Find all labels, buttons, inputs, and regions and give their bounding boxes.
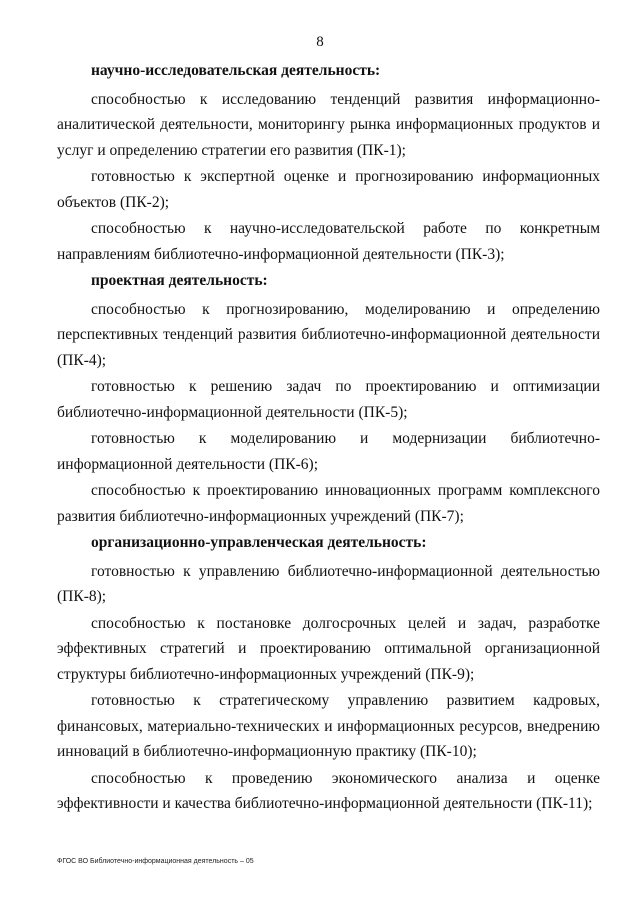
section-heading-management: организационно-управленческая деятельность:	[91, 534, 427, 551]
section-heading-research: научно-исследовательская деятельность:	[91, 62, 381, 79]
competency-item: готовностью к стратегическому управлению развитием кадровых, финансовых, материально-технических и информационных ресурсов, внедрению инноваций в библиотечно-информационную практику (ПК-10);	[57, 692, 600, 760]
page-number: 8	[316, 34, 324, 50]
competency-item: готовностью к решению задач по проектированию и оптимизации библиотечно-информационной деятельности (ПК-5);	[57, 378, 600, 421]
competency-item: способностью к исследованию тенденций развития информационно-аналитической деятельности, мониторингу рынка информационных продуктов и услуг и определению стратегии его развития (ПК-1);	[57, 90, 600, 159]
competency-item: способностью к постановке долгосрочных целей и задач, разработке эффективных стратегий и проектированию оптимальной организационной структуры библиотечно-информационных учреждений (ПК-9);	[57, 614, 600, 683]
competency-item: готовностью к управлению библиотечно-информационной деятельностью (ПК-8);	[57, 562, 600, 605]
page-content	[57, 58, 600, 818]
competency-item: способностью к научно-исследовательской работе по конкретным направлениям библиотечно-информационной деятельности (ПК-3);	[57, 220, 600, 263]
section-heading-project: проектная деятельность:	[91, 272, 268, 289]
competency-item: способностью к прогнозированию, моделированию и определению перспективных тенденций развития библиотечно-информационной деятельности (ПК-4);	[57, 300, 600, 369]
competency-item: способностью к проектированию инновационных программ комплексного развития библиотечно-информационных учреждений (ПК-7);	[57, 482, 600, 525]
competency-item: готовностью к моделированию и модернизации библиотечно-информационной деятельности (ПК-6);	[57, 430, 600, 473]
page-footer: ФГОС ВО Библиотечно-информационная деятельность – 05	[57, 858, 254, 865]
competency-item: способностью к проведению экономического анализа и оценке эффективности и качества библиотечно-информационной деятельности (ПК-11);	[57, 769, 600, 812]
competency-item: готовностью к экспертной оценке и прогнозированию информационных объектов (ПК-2);	[57, 168, 600, 211]
